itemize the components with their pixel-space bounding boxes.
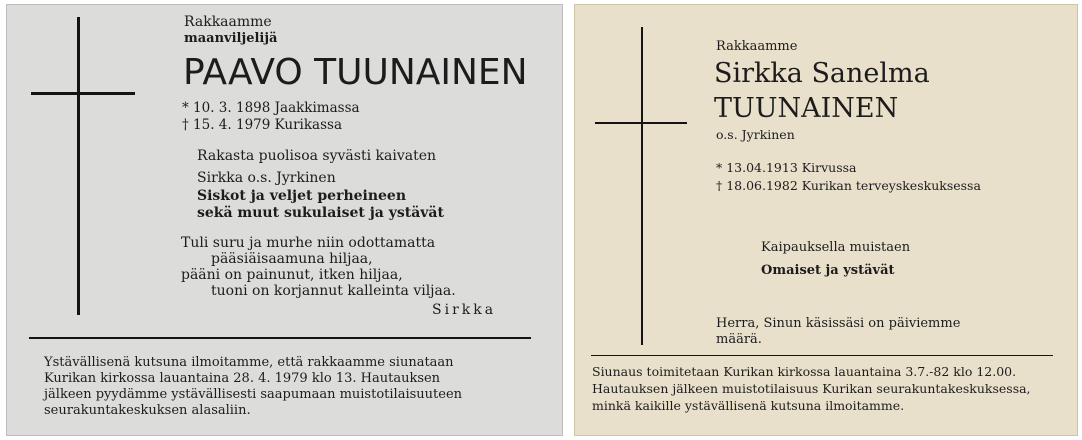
occupation-text: maanviljelijä bbox=[184, 31, 278, 46]
poem-line: Tuli suru ja murhe niin odottamatta bbox=[181, 235, 436, 251]
prayer-line: Herra, Sinun käsissäsi on päiviemme bbox=[716, 316, 961, 331]
death-line: † 15. 4. 1979 Kurikassa bbox=[182, 117, 343, 133]
prayer-line: määrä. bbox=[716, 332, 762, 347]
mourner-line: sekä muut sukulaiset ja ystävät bbox=[197, 205, 444, 221]
maiden-name: o.s. Jyrkinen bbox=[716, 127, 795, 142]
cross-icon-horizontal bbox=[31, 92, 135, 95]
divider bbox=[591, 355, 1053, 356]
death-line: † 18.06.1982 Kurikan terveyskeskuksessa bbox=[716, 178, 981, 193]
death-notice-paavo bbox=[6, 4, 563, 436]
mourner-line: Siskot ja veljet perheineen bbox=[197, 188, 407, 204]
deceased-name: TUUNAINEN bbox=[714, 93, 899, 124]
poem-line: pääsiäisaamuna hiljaa, bbox=[211, 251, 373, 267]
birth-line: * 13.04.1913 Kirvussa bbox=[716, 160, 857, 175]
birth-line: * 10. 3. 1898 Jaakkimassa bbox=[182, 100, 360, 116]
poem-line: tuoni on korjannut kalleinta viljaa. bbox=[211, 283, 456, 299]
intro-text: Rakkaamme bbox=[184, 14, 272, 30]
footer-line: Hautauksen jälkeen muistotilaisuus Kurikan seurakuntakeskuksessa, bbox=[592, 381, 1031, 396]
death-notice-sirkka bbox=[574, 4, 1078, 436]
footer-line: jälkeen pyydämme ystävällisesti saapumaan muistotilaisuuteen bbox=[44, 387, 463, 402]
footer-line: minkä kaikille ystävällisenä kutsuna ilmoitamme. bbox=[592, 398, 905, 413]
cross-icon-vertical bbox=[77, 17, 80, 315]
footer-line: seurakuntakeskuksen alasaliin. bbox=[44, 403, 251, 418]
mourner-line: Sirkka o.s. Jyrkinen bbox=[197, 170, 336, 186]
cross-icon-horizontal bbox=[595, 122, 687, 124]
mourner-line: Omaiset ja ystävät bbox=[761, 263, 895, 278]
intro-text: Rakkaamme bbox=[716, 39, 798, 54]
divider bbox=[29, 337, 531, 339]
footer-line: Siunaus toimitetaan Kurikan kirkossa lauantaina 3.7.-82 klo 12.00. bbox=[592, 364, 1017, 379]
signature: Sirkka bbox=[432, 302, 497, 318]
cross-icon-vertical bbox=[641, 27, 643, 345]
mourning-line: Kaipauksella muistaen bbox=[761, 240, 911, 255]
footer-line: Kurikan kirkossa lauantaina 28. 4. 1979 klo 13. Hautauksen bbox=[44, 371, 441, 386]
deceased-name: PAAVO TUUNAINEN bbox=[183, 52, 528, 93]
poem-line: pääni on painunut, itken hiljaa, bbox=[181, 267, 403, 283]
footer-line: Ystävällisenä kutsuna ilmoitamme, että rakkaamme siunataan bbox=[44, 355, 454, 370]
deceased-first-names: Sirkka Sanelma bbox=[714, 58, 930, 89]
mourning-line: Rakasta puolisoa syvästi kaivaten bbox=[197, 148, 436, 164]
